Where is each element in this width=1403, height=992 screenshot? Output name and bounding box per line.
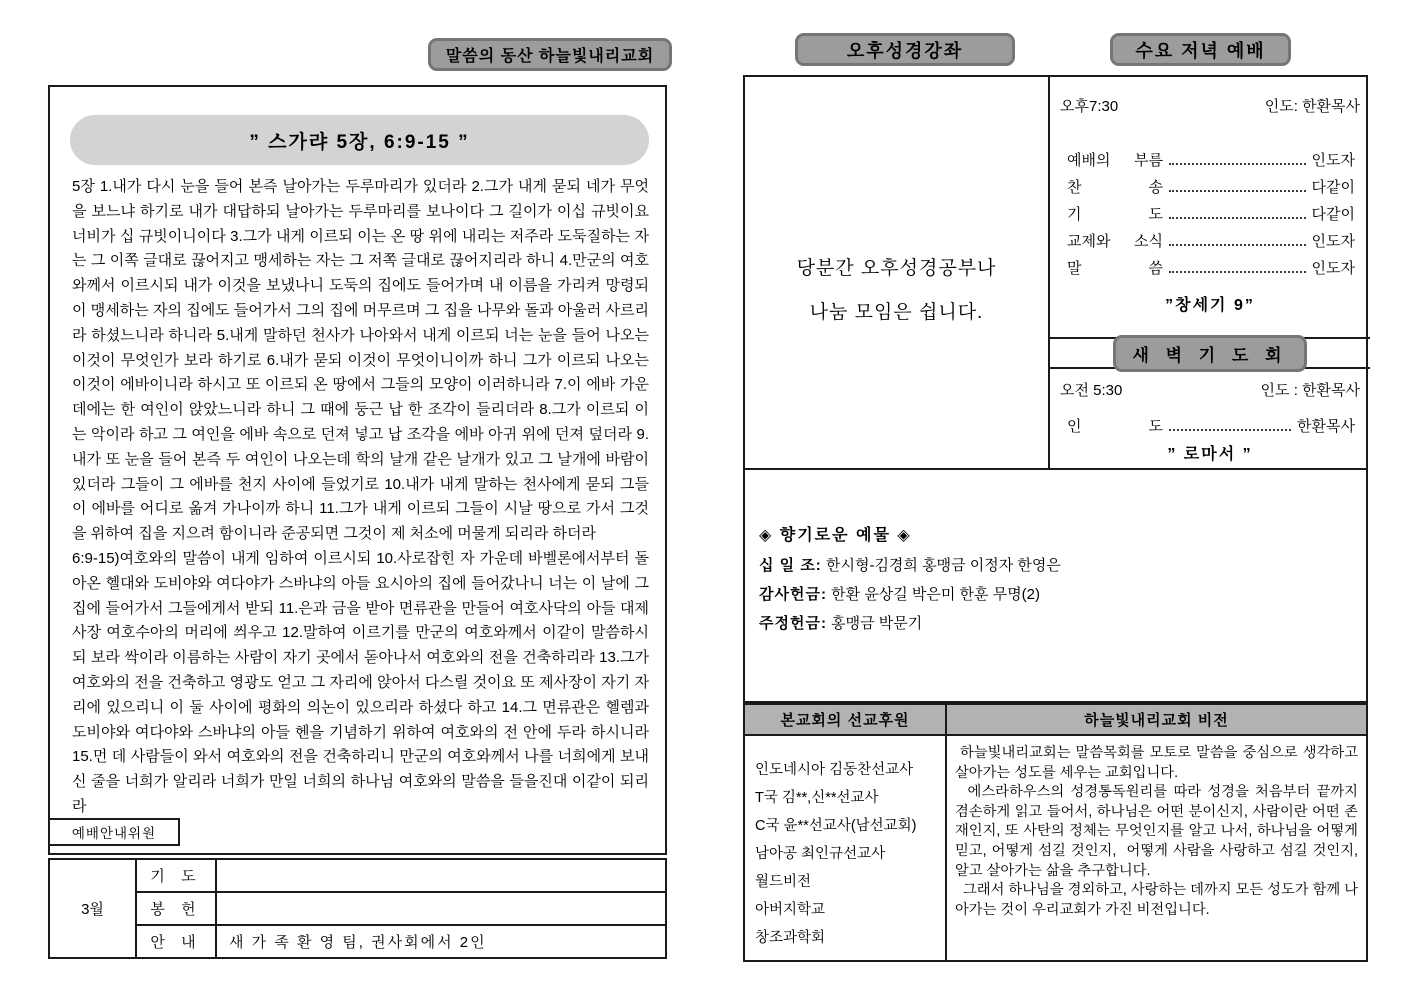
dawn-prayer-title: 새 벽 기 도 회 — [1113, 335, 1306, 372]
service-time: 오후7:30 — [1060, 98, 1119, 115]
table-row — [49, 892, 666, 925]
schedule-label: 안 내 — [136, 925, 216, 958]
offering-row — [759, 612, 922, 633]
vision-paragraph: 에스라하우스의 성경통독원리를 따라 성경을 처음부터 끝까지 겸손하게 읽고 들어서, 하나님은 어떤 분이신지, 사람이란 어떤 존재인지, 또 사탄의 정체는 무엇인지를 알고 나서, 하나님을 어떻게 믿고, 어떻게 섬길 것인지, 어떻게 사람을 사랑하고 섬길 것인지, 알고 살아가는 삶을 추구합니다. — [955, 784, 1362, 879]
wednesday-service-header — [1060, 95, 1360, 116]
table-row — [49, 859, 666, 892]
schedule-value: 새 가 족 환 영 팀, 권사회에서 2인 — [216, 925, 666, 958]
mission-item: C국 윤**선교사(남선교회) — [755, 818, 917, 834]
dotted-leader — [1169, 236, 1306, 246]
order-label: 예배의 부름 — [1067, 152, 1163, 169]
dotted-leader — [1169, 155, 1306, 165]
order-item — [1067, 415, 1355, 436]
schedule-value — [216, 859, 666, 892]
church-name-tag: 말씀의 동산 하늘빛내리교회 — [428, 38, 672, 71]
order-value: 한환목사 — [1297, 418, 1355, 435]
duty-overlay-label: 예배안내위원 — [71, 826, 157, 841]
order-label: 찬 송 — [1067, 179, 1163, 196]
duty-schedule-table — [48, 858, 667, 959]
notice-line: 나눔 모임은 쉽니다. — [809, 302, 984, 323]
vision-paragraph: 하늘빛내리교회는 말씀목회를 모토로 말씀을 중심으로 생각하고 살아가는 성도를 세우는 교회입니다. — [955, 745, 1362, 781]
order-label: 인 도 — [1067, 418, 1163, 435]
notice-text — [745, 247, 1048, 335]
offering-row — [759, 554, 1061, 575]
missions-header: 본교회의 선교후원 — [745, 705, 947, 734]
table-header-row — [745, 705, 1366, 736]
order-item — [1067, 203, 1355, 224]
order-value: 다같이 — [1311, 179, 1355, 196]
order-label: 말 씀 — [1067, 260, 1163, 277]
order-item — [1067, 230, 1355, 251]
mission-item: 아버지학교 — [755, 902, 826, 918]
dotted-leader — [1169, 182, 1306, 192]
offering-value: 홍맹금 박문기 — [826, 615, 923, 632]
order-item — [1067, 176, 1355, 197]
order-value: 인도자 — [1311, 152, 1355, 169]
missions-list — [745, 736, 947, 960]
offering-section — [743, 470, 1368, 703]
missions-vision-table — [743, 703, 1368, 962]
schedule-label: 기 도 — [136, 859, 216, 892]
scripture-text — [72, 175, 649, 820]
scripture-paragraph: 5장 1.내가 다시 눈을 들어 본즉 날아가는 두루마리가 있더라 2.그가 내게 묻되 네가 무엇을 보느냐 하기로 내가 대답하되 날아가는 두루마리를 보나이다 그 길이가 이십 규빗이요 너비가 십 규빗이니이다 3.그가 내게 이르되 이는 온 땅 위에 내리는 저주라 도둑질하는 자는 그 이쪽 글대로 끊어지고 맹세하는 자는 그 저쪽 글대로 끊어지리라 하니 4.만군의 여호와께서 이르시되 내가 이것을 보냈나니 도둑의 집에도 들어가며 내 이름을 가리켜 망령되이 맹세하는 자의 집에도 들어가서 그의 집에 머무르며 그 집을 나무와 돌과 아울러 사르리라 하셨느니라 하니라 5.내게 말하던 천사가 나아와서 내게 이르되 너는 눈을 들어 나오는 이것이 무엇인가 보라 하기로 6.내가 묻되 이것이 무엇이니이까 하니 그가 이르되 나오는 이것이 에바이니라 하시고 또 이르되 온 땅에서 그들의 모양이 이러하니라 7.이 에바 가운데에는 한 여인이 앉았느니라 하니 그 때에 둥근 납 한 조각이 들리더라 8.그가 이르되 이는 악이라 하고 그 여인을 에바 속으로 던져 넣고 납 조각을 에바 아귀 위에 던져 덮더라 9.내가 또 눈을 들어 본즉 두 여인이 나오는데 학의 날개 같은 날개가 있고 그 날개에 바람이 있더라 그들이 그 에바를 천지 사이에 들었기로 10.내가 내게 말하는 천사에게 묻되 그들이 에바를 어디로 옮겨 가나이까 하니 11.그가 내게 이르되 그들이 시날 땅으로 가서 그것을 위하여 집을 지으려 함이니라 준공되면 그것이 제 처소에 머물게 되리라 하더라 — [72, 178, 649, 543]
table-body-row — [745, 736, 1366, 960]
offering-row — [759, 583, 1040, 604]
offering-title: ◈ 향기로운 예물 ◈ — [759, 527, 912, 544]
offering-label: 주정헌금: — [759, 615, 827, 632]
duty-overlay-box — [48, 818, 180, 846]
schedule-value — [216, 892, 666, 925]
vision-text — [947, 736, 1366, 960]
wednesday-scripture-name: ”창세기 9” — [1165, 297, 1255, 314]
vision-paragraph: 그래서 하나님을 경외하고, 사랑하는 데까지 모든 성도가 함께 나아가는 것이 우리교회가 가진 비전입니다. — [955, 882, 1359, 918]
mission-item: 월드비전 — [755, 874, 812, 890]
dotted-leader — [1169, 263, 1306, 273]
scripture-paragraph: 6:9-15)여호와의 말씀이 내게 임하여 이르시되 10.사로잡힌 자 가운데 바벨론에서부터 돌아온 헬대와 도비야와 여다야가 스바냐의 아들 요시아의 집에 들어갔나니 너는 이 날에 그 집에 들어가서 그들에게서 받되 11.은과 금을 받아 면류관을 만들어 여호사닥의 아들 대제사장 여호수아의 머리에 씌우고 12.말하여 이르기를 만군의 여호와께서 이같이 말씀하시되 보라 싹이라 이름하는 사람이 자기 곳에서 돋아나서 여호와의 전을 건축하리라 13.그가 여호와의 전을 건축하고 영광도 얻고 그 자리에 앉아서 다스릴 것이요 또 제사장이 자기 자리에 있으리니 이 둘 사이에 평화의 의논이 있으리라 하셨다 하고 14.그 면류관은 헬렘과 도비야와 여다야와 스바냐의 아들 헨을 기념하기 위하여 여호와의 전 안에 두라 하시니라 15.먼 데 사람들이 와서 여호와의 전을 건축하리니 만군의 여호와께서 나를 너희에게 보내신 줄을 너희가 알리라 너희가 만일 너희의 하나님 여호와의 말씀을 들을진대 이같이 되리라 — [72, 549, 649, 815]
sermon-title: ” 스가랴 5장, 6:9-15 ” — [70, 115, 649, 165]
mission-item: 남아공 최인규선교사 — [755, 846, 886, 862]
dawn-scripture-name: ” 로마서 ” — [1167, 446, 1253, 463]
service-leader: 인도 : 한환목사 — [1260, 382, 1360, 399]
services-panel — [743, 75, 1368, 470]
dawn-prayer-info — [1060, 379, 1360, 400]
offering-label: 감사헌금: — [759, 586, 827, 603]
order-value: 인도자 — [1311, 233, 1355, 250]
mission-item: 인도네시아 김동찬선교사 — [755, 762, 914, 778]
section-header-afternoon-bible-class: 오후성경강좌 — [795, 33, 1015, 66]
section-header-wednesday-evening-service: 수요 저녁 예배 — [1110, 33, 1291, 66]
schedule-label: 봉 헌 — [136, 892, 216, 925]
offering-value: 한시형-김경희 홍맹금 이정자 한영은 — [821, 557, 1061, 574]
sermon-text-box — [48, 85, 667, 855]
order-item — [1067, 149, 1355, 170]
afternoon-class-notice-cell — [745, 77, 1050, 468]
offering-value: 한환 윤상길 박은미 한훈 무명(2) — [826, 586, 1041, 603]
order-item — [1067, 257, 1355, 278]
notice-line: 당분간 오후성경공부나 — [796, 258, 997, 279]
table-row — [49, 925, 666, 958]
offering-label: 십 일 조: — [759, 557, 822, 574]
order-label: 기 도 — [1067, 206, 1163, 223]
mission-item: 창조과학회 — [755, 930, 826, 946]
order-value: 다같이 — [1311, 206, 1355, 223]
dotted-leader — [1169, 209, 1306, 219]
service-time: 오전 5:30 — [1060, 382, 1123, 399]
month-cell: 3월 — [49, 859, 136, 958]
order-value: 인도자 — [1311, 260, 1355, 277]
service-leader: 인도: 한환목사 — [1264, 98, 1360, 115]
dawn-prayer-header-row — [1050, 337, 1370, 369]
dotted-leader — [1169, 421, 1291, 431]
vision-header: 하늘빛내리교회 비전 — [1084, 712, 1229, 729]
order-label: 교제와 소식 — [1067, 233, 1163, 250]
mission-item: T국 김**,신**선교사 — [755, 790, 879, 806]
